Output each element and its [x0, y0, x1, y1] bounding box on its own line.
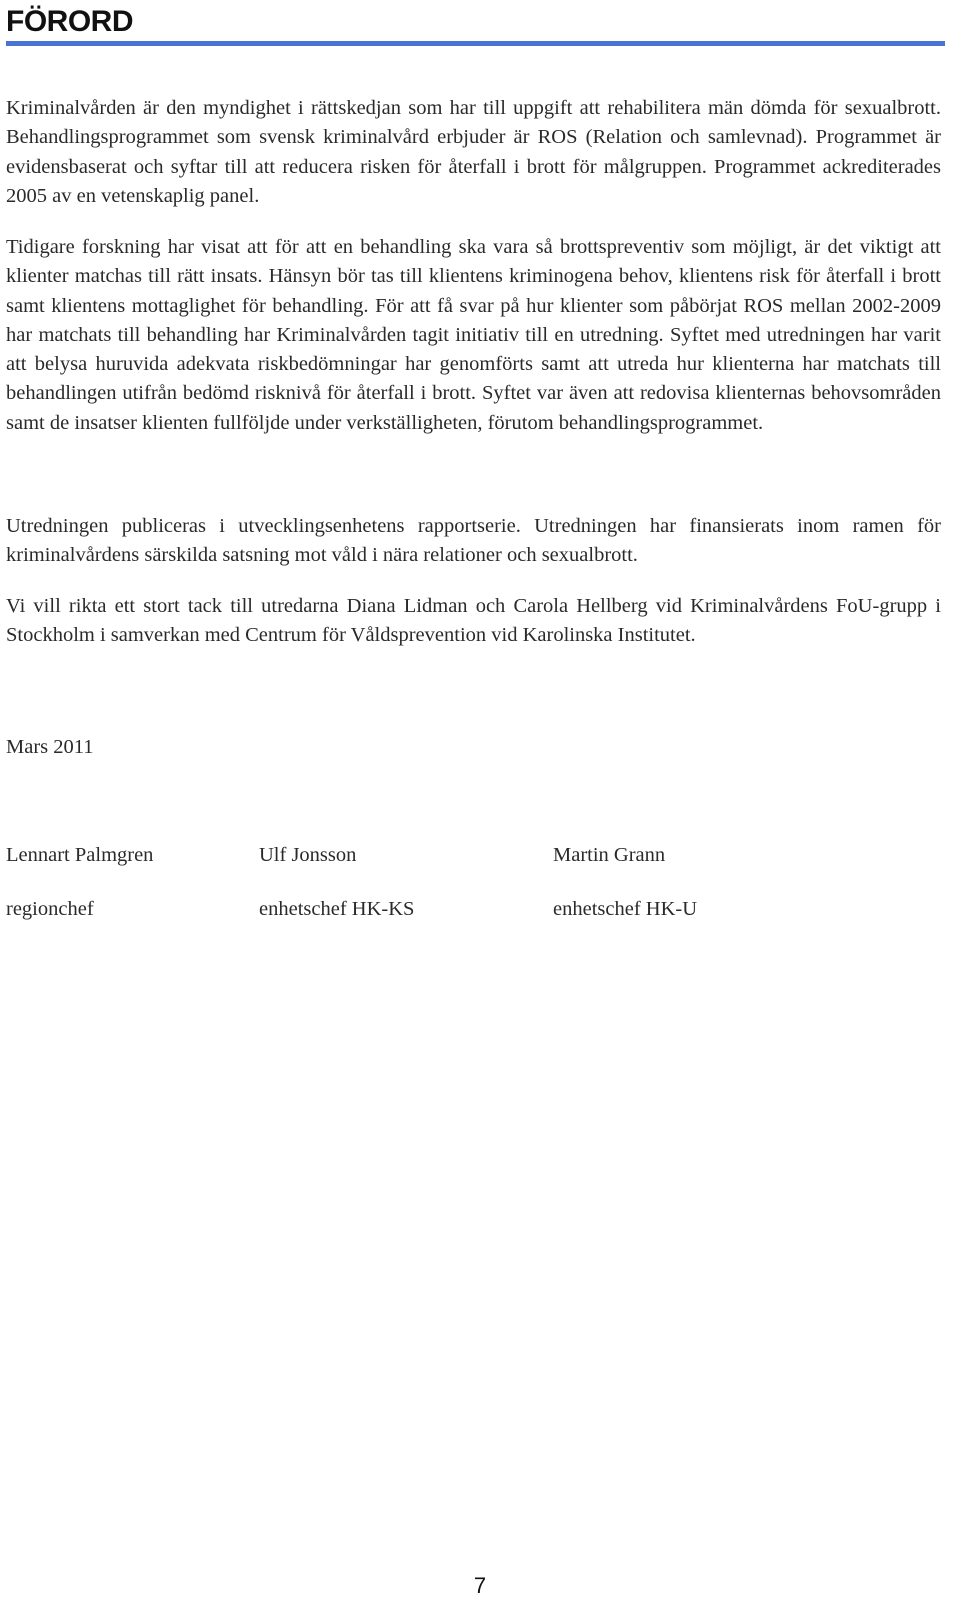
signatory-name: Ulf Jonsson — [259, 844, 357, 866]
signatory-name: Lennart Palmgren — [6, 844, 154, 866]
signatory-title: enhetschef HK-U — [553, 898, 698, 920]
paragraph-intro: Kriminalvården är den myndighet i rättskedjan som har till uppgift att rehabilitera män dömda för sexualbrott. Behandlingsprogrammet som svensk kriminalvård erbjuder är ROS (Relation och samlevnad). Programmet är evidensbaserat och syftar till att reducera risken för återfall i brott för målgruppen. Programmet ackrediterades 2005 av en vetenskaplig panel. — [6, 97, 941, 207]
paragraph-acknowledgement: Vi vill rikta ett stort tack till utredarna Diana Lidman och Carola Hellberg vid Kriminalvårdens FoU-grupp i Stockholm i samverkan med Centrum för Våldsprevention vid Karolinska Institutet. — [6, 595, 941, 647]
paragraph-publication: Utredningen publiceras i utvecklingsenhetens rapportserie. Utredningen har finansierats inom ramen för kriminalvårdens särskilda satsning mot våld i nära relationer och sexualbrott. — [6, 515, 941, 567]
document-date: Mars 2011 — [6, 736, 94, 758]
signatory-title: enhetschef HK-KS — [259, 898, 415, 920]
page-heading: FÖRORD — [6, 5, 133, 38]
signatory-name: Martin Grann — [553, 844, 666, 866]
signatory-title: regionchef — [6, 898, 94, 920]
heading-rule — [6, 41, 945, 46]
paragraph-research: Tidigare forskning har visat att för att en behandling ska vara så brottspreventiv som möjligt, är det viktigt att klienter matchas till rätt insats. Hänsyn bör tas till klientens kriminogena behov, klientens risk för återfall i brott samt klientens mottaglighet för behandling. För att få svar på hur klienter som påbörjat ROS mellan 2002-2009 har matchats till behandling har Kriminalvården tagit initiativ till en utredning. Syftet med utredningen har varit att belysa huruvida adekvata riskbedömningar har genomförts samt att utreda hur klienterna har matchats till behandlingen utifrån bedömd risknivå för återfall i brott. Syftet var även att redovisa klienternas behovsområden samt de insatser klienten fullföljde under verkställigheten, förutom behandlingsprogrammet. — [6, 236, 941, 434]
page-number: 7 — [473, 1573, 487, 1598]
